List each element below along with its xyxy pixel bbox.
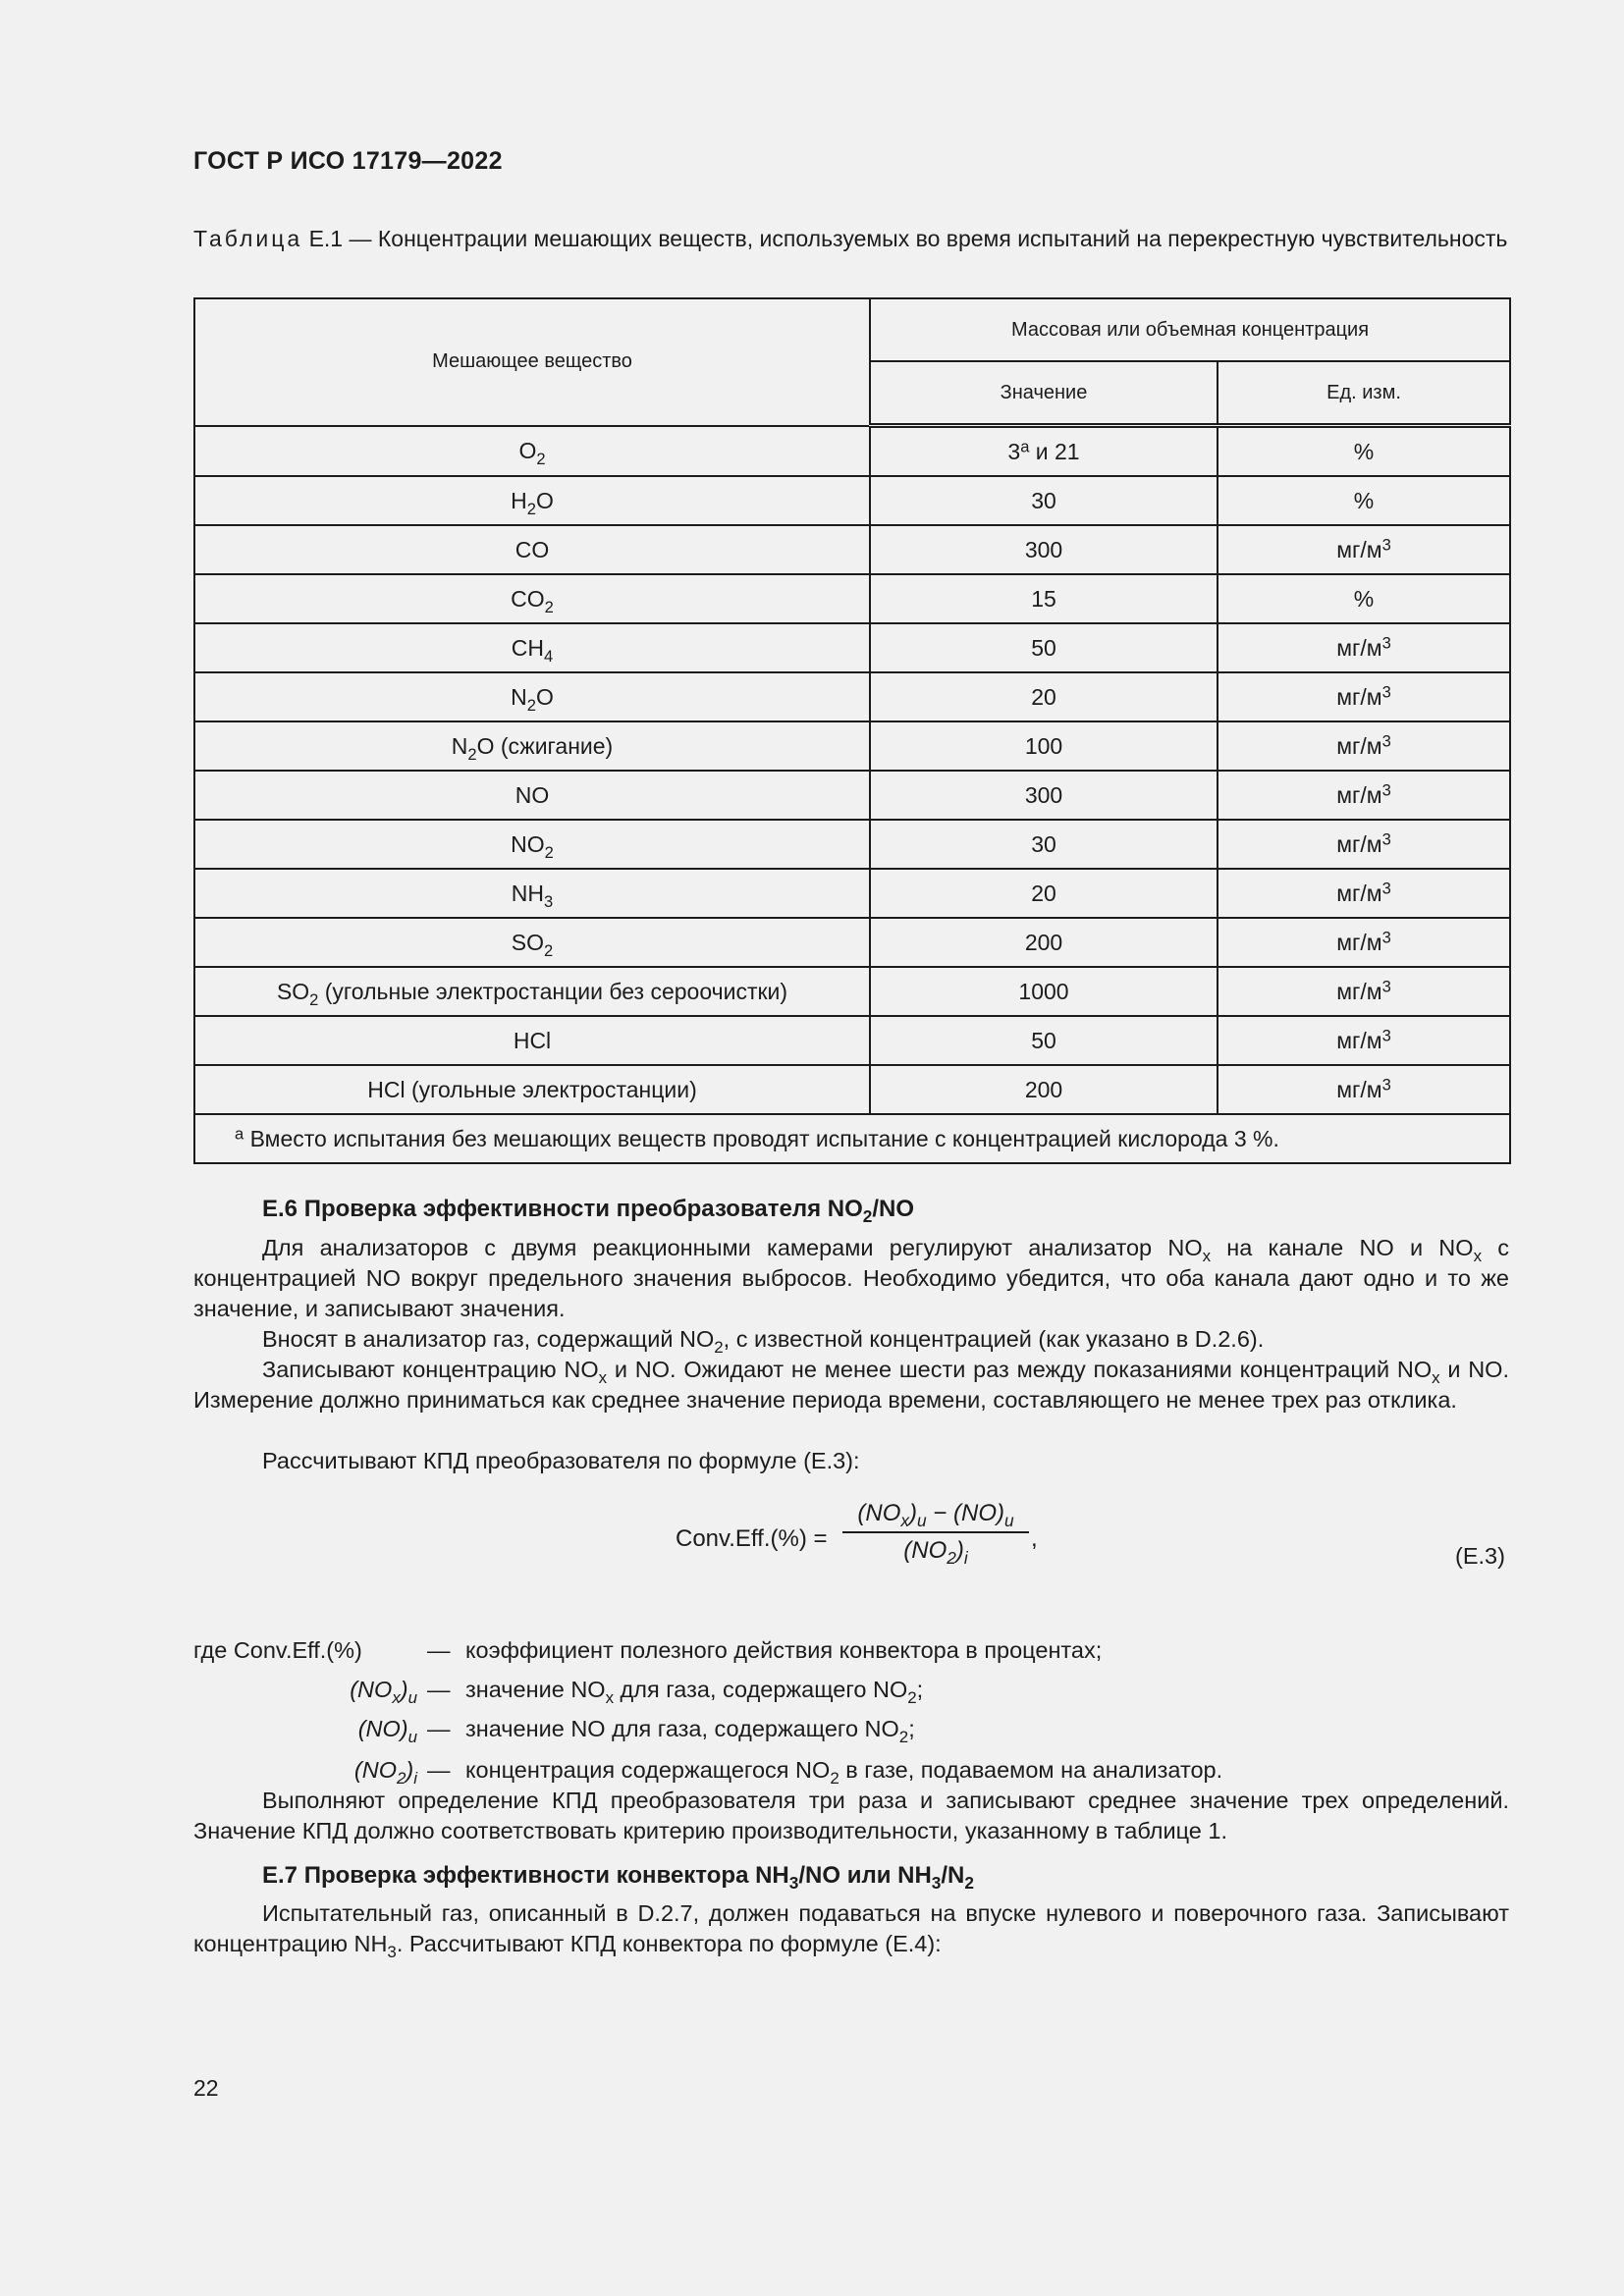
where-item-2: $(NO_x)_u$ — значение $NO_x$ для газа, содержащего $NO_2$;	[350, 1677, 924, 1707]
cell-substance: $NO_2$	[194, 820, 870, 869]
cell-substance: CO	[194, 525, 870, 574]
table-row	[194, 623, 1510, 672]
table-caption	[193, 224, 1509, 254]
cell-value: 20	[870, 869, 1218, 918]
table-row	[194, 869, 1510, 918]
cell-unit: $мг/м^3$	[1218, 1065, 1510, 1114]
cell-unit: $мг/м^3$	[1218, 672, 1510, 721]
table-caption-text: Е.1 — Концентрации мешающих веществ, используемых во время испытаний на перекрестную чувствительность	[308, 226, 1508, 251]
interferent-table	[193, 297, 1511, 1164]
e6-paragraph-1: Для анализаторов с двумя реакционными камерами регулируют анализатор $NO_x$ на канале NO и $NO_x$ с концентрацией NO вокруг предельного значения выбросов. Необходимо убедится, что оба канала дают одно и то же значение, и записывают значения.	[193, 1235, 1509, 1321]
cell-unit: $мг/м^3$	[1218, 721, 1510, 771]
table-row	[194, 918, 1510, 967]
table-row	[194, 1065, 1510, 1114]
table-body	[194, 426, 1510, 1115]
cell-unit: $мг/м^3$	[1218, 967, 1510, 1016]
cell-substance: $O_2$	[194, 426, 870, 477]
cell-substance: $N_2O$	[194, 672, 870, 721]
cell-unit: $мг/м^3$	[1218, 623, 1510, 672]
table-row	[194, 771, 1510, 820]
section-e7-title: Е.7 Проверка эффективности конвектора $NH_3/NO$ или $NH_3/N_2$	[262, 1862, 974, 1894]
cell-unit: $мг/м^3$	[1218, 918, 1510, 967]
cell-substance: $SO_2$	[194, 918, 870, 967]
cell-value: 50	[870, 623, 1218, 672]
cell-substance: HCl (угольные электростанции)	[194, 1065, 870, 1114]
cell-substance: $NH_3$	[194, 869, 870, 918]
header-substance: Мешающее вещество	[194, 298, 870, 426]
cell-unit: %	[1218, 426, 1510, 477]
table-row	[194, 476, 1510, 525]
footnote-mark: a	[235, 1124, 244, 1144]
e7-paragraph-1: Испытательный газ, описанный в D.2.7, должен подаваться на впуске нулевого и поверочного газа. Записывают концентрацию $NH_3$. Рассчитывают КПД конвектора по формуле (Е.4):	[193, 1900, 1509, 1961]
cell-unit: %	[1218, 476, 1510, 525]
e6-paragraph-3: Записывают концентрацию $NO_x$ и NO. Ожидают не менее шести раз между показаниями концентраций $NO_x$ и NO. Измерение должно приниматься как среднее значение периода времени, составляющего не менее трех раз отклика.	[193, 1357, 1509, 1413]
cell-value: 200	[870, 918, 1218, 967]
header-unit: Ед. изм.	[1218, 361, 1510, 426]
table-row	[194, 721, 1510, 771]
cell-substance: $N_2O$ (сжигание)	[194, 721, 870, 771]
table-row	[194, 426, 1510, 477]
header-concentration: Массовая или объемная концентрация	[870, 298, 1510, 361]
table-row	[194, 1016, 1510, 1065]
table-row	[194, 820, 1510, 869]
cell-substance: HCl	[194, 1016, 870, 1065]
cell-substance: $H_2O$	[194, 476, 870, 525]
cell-unit: $мг/м^3$	[1218, 869, 1510, 918]
where-item-3: $(NO)_u$ — значение NO для газа, содержащего $NO_2$;	[357, 1716, 915, 1746]
where-item-1: где Conv.Eff.(%) — коэффициент полезного действия конвектора в процентах;	[193, 1637, 1103, 1663]
table-row	[194, 525, 1510, 574]
page-number: 22	[193, 2075, 219, 2101]
e6-paragraph-2: Вносят в анализатор газ, содержащий $NO_2$, с известной концентрацией (как указано в D.2.6).	[262, 1326, 1265, 1357]
header-value: Значение	[870, 361, 1218, 426]
cell-value: 15	[870, 574, 1218, 623]
cell-value: 200	[870, 1065, 1218, 1114]
formula-numerator: $(NO_x)_u - (NO)_u$	[842, 1500, 1029, 1533]
footnote-text: Вместо испытания без мешающих веществ проводят испытание с концентрацией кислорода 3 %.	[244, 1125, 1279, 1151]
cell-value: 300	[870, 525, 1218, 574]
cell-value: 30	[870, 820, 1218, 869]
cell-value: 30	[870, 476, 1218, 525]
table-footnote	[194, 1114, 1510, 1163]
cell-value: 100	[870, 721, 1218, 771]
table-row	[194, 672, 1510, 721]
cell-unit: $мг/м^3$	[1218, 1016, 1510, 1065]
cell-value: 50	[870, 1016, 1218, 1065]
table-caption-label: Таблица	[193, 226, 303, 251]
cell-unit: $мг/м^3$	[1218, 820, 1510, 869]
cell-substance: $CO_2$	[194, 574, 870, 623]
document-header: ГОСТ Р ИСО 17179—2022	[193, 147, 503, 175]
cell-value: 20	[870, 672, 1218, 721]
table-row	[194, 967, 1510, 1016]
formula-lhs: Conv.Eff.(%) =	[676, 1525, 828, 1552]
cell-unit: $мг/м^3$	[1218, 771, 1510, 820]
cell-substance: $SO_2$ (угольные электростанции без сероочистки)	[194, 967, 870, 1016]
formula-fraction	[842, 1500, 1029, 1569]
cell-substance: NO	[194, 771, 870, 820]
e6-paragraph-5: Выполняют определение КПД преобразователя три раза и записывают среднее значение трех определений. Значение КПД должно соответствовать критерию производительности, указанному в таблице 1.	[193, 1788, 1509, 1843]
table-row	[194, 574, 1510, 623]
cell-substance: $CH_4$	[194, 623, 870, 672]
where-item-4: $(NO_2)_i$ — концентрация содержащегося $NO_2$ в газе, подаваемом на анализатор.	[353, 1757, 1223, 1788]
cell-value: 3$^a$ и 21	[870, 426, 1218, 477]
formula-denominator: $(NO_2)_i$	[903, 1537, 968, 1569]
section-e6-title: Е.6 Проверка эффективности преобразователя $NO_2/NO$	[262, 1196, 915, 1227]
document-page: ГОСТ Р ИСО 17179—2022 Таблица Е.1 — Концентрации мешающих веществ, используемых во время испытаний на перекрестную чувствительность Мешающее вещество Массовая или объемная концентрация Значение Ед. изм. $O_2$ 3$^a$ и 21 % $H_2O$ 30 % CO 300 $мг/м^3$ $CO_2$ 15 % $CH_4$ 50 $мг/м^3$ $N_2O$ 20 $мг/м^3$ $N_2O$ (сжигание) 100 $мг/м^3$ NO 300 $мг/м^3$ $NO_2$ 30 $мг/м^3$ $NH_3$ 20 $мг/м^3$ $SO_2$ 200 $мг/м^3$ $SO_2$ (угольные электростанции без сероочистки) 1000 $мг/м^3$ HCl 50 $мг/м^3$ HCl (угольные электростанции) 200 $мг/м^3$ $^a$ Вместо испытания без мешающих веществ проводят испытание с концентрацией кислорода 3 %. Е.6 Проверка эффективности преобразователя $NO_2/NO$ Для анализаторов с двумя реакционными камерами регулируют анализатор $NO_x$ на канале NO и $NO_x$ с концентрацией NO вокруг предельного значения выбросов. Необходимо убедится, что оба канала дают одно и то же значение, и записывают значения. Вносят в анализатор газ, содержащий $NO_2$, с известной концентрацией (как указано в D.2.6). Записывают концентрацию $NO_x$ и NO. Ожидают не менее шести раз между показаниями концентраций $NO_x$ и NO. Измерение должно приниматься как среднее значение периода времени, составляющего не менее трех раз отклика. Рассчитывают КПД преобразователя по формуле (Е.3): Conv.Eff.(%) = $(NO_x)_u - (NO)_u$ $(NO_2)_i$ , (Е.3) где Conv.Eff.(%) — коэффициент полезного действия конвектора в процентах; $(NO_x)_u$ — значение $NO_x$ для газа, содержащего $NO_2$; $(NO)_u$ — значение NO для газа, содержащего $NO_2$; $(NO_2)_i$ — концентрация содержащегося $NO_2$ в газе, подаваемом на анализатор. Выполняют определение КПД преобразователя три раза и записывают среднее значение трех определений. Значение КПД должно соответствовать критерию производительности, указанному в таблице 1. Е.7 Проверка эффективности конвектора $NH_3/NO$ или $NH_3/N_2$ Испытательный газ, описанный в D.2.7, должен подаваться на впуске нулевого и поверочного газа. Записывают концентрацию $NH_3$. Рассчитывают КПД конвектора по формуле (Е.4): 22	[193, 147, 1509, 2101]
cell-value: 1000	[870, 967, 1218, 1016]
cell-unit: %	[1218, 574, 1510, 623]
cell-value: 300	[870, 771, 1218, 820]
e6-paragraph-4: Рассчитывают КПД преобразователя по формуле (Е.3):	[262, 1448, 860, 1473]
equation-number: (Е.3)	[1455, 1543, 1505, 1569]
cell-unit: $мг/м^3$	[1218, 525, 1510, 574]
